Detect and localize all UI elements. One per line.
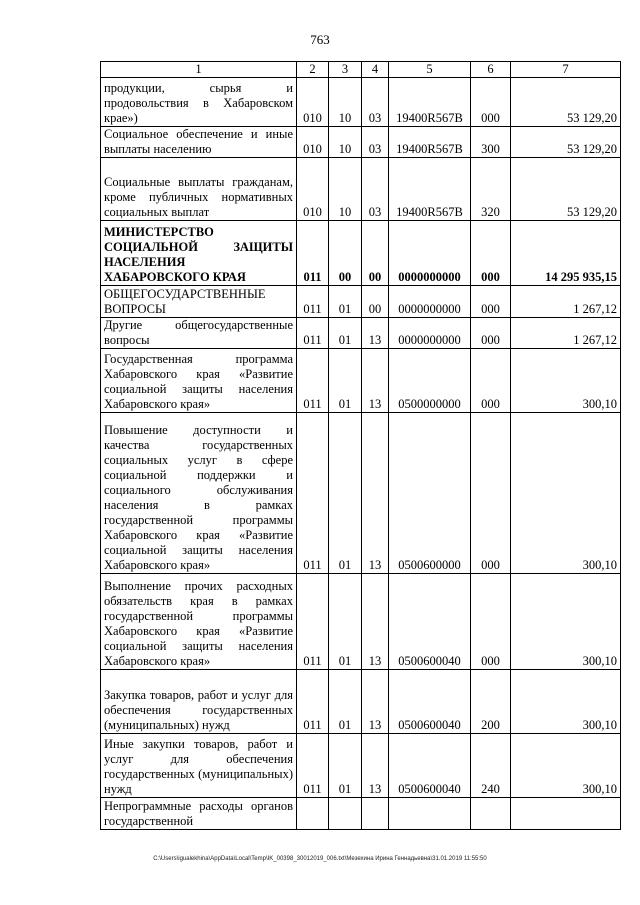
ministry-code-cell: 011 [297,349,329,413]
ministry-code-cell: 011 [297,286,329,318]
file-path-footer: C:\Users\igualekhina\AppData\Local\Temp\IK_00398_30012019_006.txt\Мезехина Ирина Геннадьевна\31.01.2019 11:55:50 [153,856,487,862]
section-code-cell: 01 [329,734,362,798]
table-row [101,286,621,318]
ministry-code-cell: 010 [297,127,329,158]
row-name-cell: МИНИСТЕРСТВО СОЦИАЛЬНОЙ ЗАЩИТЫ НАСЕЛЕНИЯ ХАБАРОВСКОГО КРАЯ [101,221,297,286]
subsection-code-cell: 13 [362,734,389,798]
table-row [101,670,621,734]
ministry-code-cell: 011 [297,413,329,574]
section-code-cell: 01 [329,318,362,349]
ministry-code-cell: 011 [297,670,329,734]
row-name-cell: Социальное обеспечение и иные выплаты населению [101,127,297,158]
row-name-cell: Закупка товаров, работ и услуг для обеспечения государственных (муниципальных) нужд [101,670,297,734]
row-name-cell: Иные закупки товаров, работ и услуг для обеспечения государственных (муниципальных) нужд [101,734,297,798]
expense-type-cell: 000 [471,574,511,670]
row-name-cell: Государственная программа Хабаровского края «Развитие социальной защиты населения Хабаровского края» [101,349,297,413]
section-code-cell: 01 [329,670,362,734]
target-article-cell: 0000000000 [389,286,471,318]
table-row [101,574,621,670]
subsection-code-cell: 03 [362,158,389,221]
amount-cell: 14 295 935,15 [511,221,621,286]
section-code-cell: 10 [329,78,362,127]
subsection-code-cell: 13 [362,413,389,574]
subsection-code-cell: 00 [362,221,389,286]
section-code-cell [329,798,362,830]
amount-cell: 1 267,12 [511,318,621,349]
subsection-code-cell: 13 [362,349,389,413]
table-row [101,127,621,158]
subsection-code-cell: 03 [362,78,389,127]
budget-table [100,61,621,830]
amount-cell: 1 267,12 [511,286,621,318]
target-article-cell: 0500600040 [389,734,471,798]
column-header-1: 1 [101,62,297,78]
subsection-code-cell: 00 [362,286,389,318]
section-code-cell: 01 [329,349,362,413]
expense-type-cell: 000 [471,286,511,318]
expense-type-cell: 300 [471,127,511,158]
page-number: 763 [310,32,330,47]
expense-type-cell: 240 [471,734,511,798]
subsection-code-cell [362,798,389,830]
ministry-code-cell [297,798,329,830]
ministry-code-cell: 011 [297,221,329,286]
amount-cell [511,798,621,830]
amount-cell: 53 129,20 [511,158,621,221]
section-code-cell: 01 [329,574,362,670]
section-code-cell: 01 [329,286,362,318]
ministry-code-cell: 011 [297,318,329,349]
column-header-5: 5 [389,62,471,78]
amount-cell: 300,10 [511,349,621,413]
target-article-cell: 0500600040 [389,670,471,734]
target-article-cell: 19400R567B [389,158,471,221]
amount-cell: 300,10 [511,670,621,734]
column-header-6: 6 [471,62,511,78]
subsection-code-cell: 13 [362,670,389,734]
target-article-cell [389,798,471,830]
row-name-cell: Другие общегосударственные вопросы [101,318,297,349]
ministry-code-cell: 011 [297,734,329,798]
section-code-cell: 10 [329,127,362,158]
table-row [101,798,621,830]
expense-type-cell: 000 [471,349,511,413]
expense-type-cell: 000 [471,78,511,127]
table-row [101,349,621,413]
ministry-code-cell: 011 [297,574,329,670]
row-name-cell: ОБЩЕГОСУДАРСТВЕННЫЕ ВОПРОСЫ [101,286,297,318]
table-row [101,221,621,286]
table-row [101,78,621,127]
target-article-cell: 0000000000 [389,318,471,349]
row-name-cell: продукции, сырья и продовольствия в Хабаровском крае») [101,78,297,127]
section-code-cell: 01 [329,413,362,574]
table-row [101,158,621,221]
expense-type-cell [471,798,511,830]
column-header-3: 3 [329,62,362,78]
column-header-4: 4 [362,62,389,78]
amount-cell: 300,10 [511,413,621,574]
amount-cell: 300,10 [511,734,621,798]
subsection-code-cell: 13 [362,574,389,670]
table-row [101,318,621,349]
expense-type-cell: 000 [471,318,511,349]
target-article-cell: 0000000000 [389,221,471,286]
amount-cell: 53 129,20 [511,78,621,127]
target-article-cell: 0500600040 [389,574,471,670]
expense-type-cell: 320 [471,158,511,221]
expense-type-cell: 200 [471,670,511,734]
row-name-cell: Непрограммные расходы органов государственной [101,798,297,830]
section-code-cell: 10 [329,158,362,221]
target-article-cell: 0500000000 [389,349,471,413]
subsection-code-cell: 13 [362,318,389,349]
table-body [101,78,621,830]
row-name-cell: Выполнение прочих расходных обязательств края в рамках государственной программы Хабаровского края «Развитие социальной защиты населения Хабаровского края» [101,574,297,670]
expense-type-cell: 000 [471,413,511,574]
table-row [101,734,621,798]
ministry-code-cell: 010 [297,78,329,127]
subsection-code-cell: 03 [362,127,389,158]
expense-type-cell: 000 [471,221,511,286]
row-name-cell: Социальные выплаты гражданам, кроме публичных нормативных социальных выплат [101,158,297,221]
amount-cell: 53 129,20 [511,127,621,158]
target-article-cell: 0500600000 [389,413,471,574]
section-code-cell: 00 [329,221,362,286]
target-article-cell: 19400R567B [389,127,471,158]
table-row [101,413,621,574]
table-header-row [101,62,621,78]
amount-cell: 300,10 [511,574,621,670]
column-header-7: 7 [511,62,621,78]
target-article-cell: 19400R567B [389,78,471,127]
row-name-cell: Повышение доступности и качества государственных социальных услуг в сфере социальной поддержки и социального обслуживания населения в рамках государственной программы Хабаровского края «Развитие социальной защиты населения Хабаровского края» [101,413,297,574]
column-header-2: 2 [297,62,329,78]
ministry-code-cell: 010 [297,158,329,221]
